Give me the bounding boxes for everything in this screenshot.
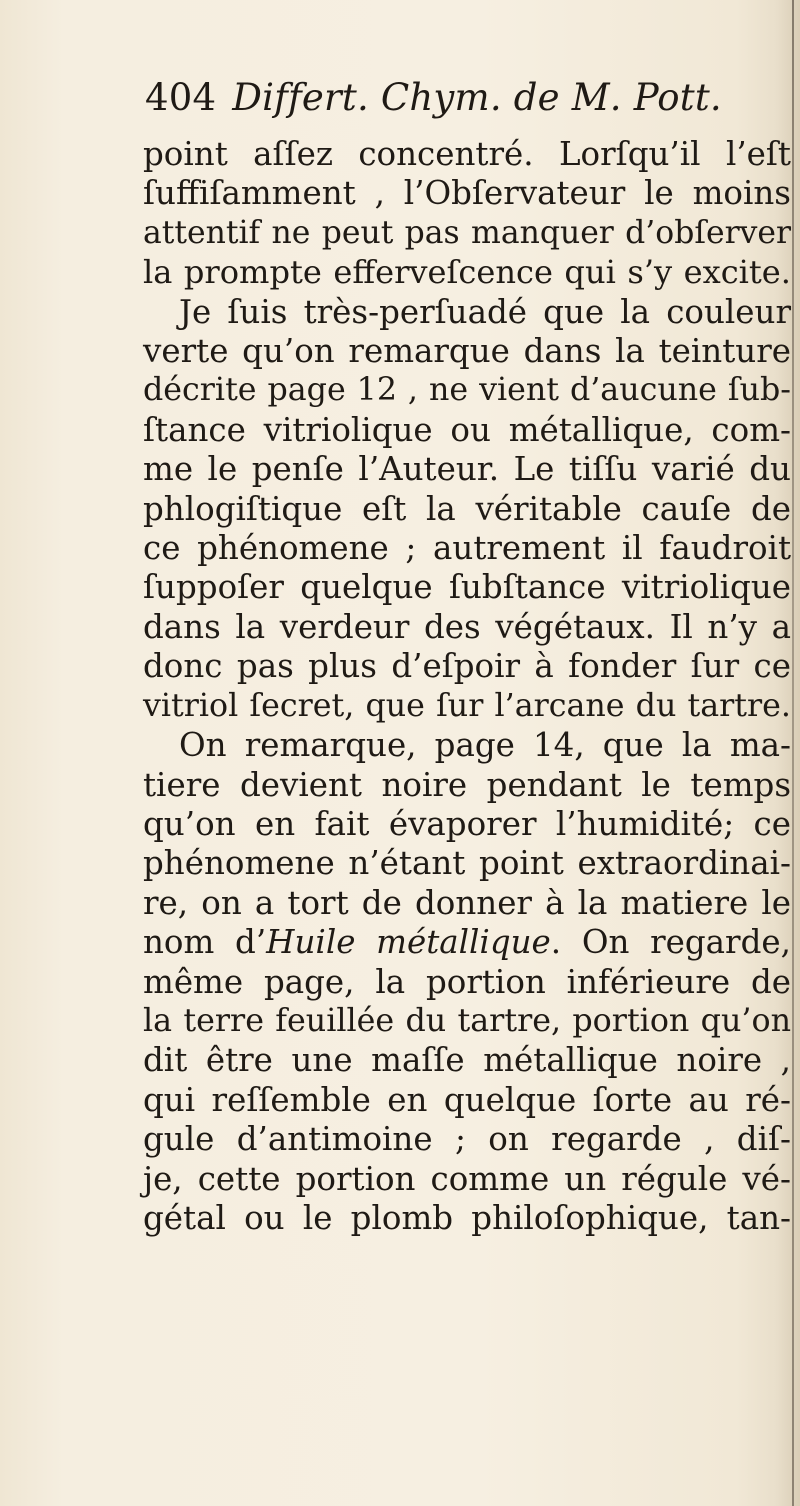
page-number: 404 bbox=[145, 76, 217, 119]
text-line-24: dit être une maſſe métallique noire , bbox=[143, 1041, 791, 1080]
text-line-27: je, cette portion comme un régule vé- bbox=[143, 1159, 791, 1198]
text-line-14: donc pas plus d’eſpoir à fonder ſur ce bbox=[143, 647, 791, 686]
text-line-5: Je ſuis très-perſuadé que la couleur bbox=[179, 292, 791, 331]
text-line-25: qui reſſemble en quelque ſorte au ré- bbox=[143, 1080, 791, 1119]
text-line-11: ce phénomene ; autrement il faudroit bbox=[143, 529, 791, 568]
text-line-18: qu’on en fait évaporer l’humidité; ce bbox=[143, 804, 791, 843]
text-line-26: gule d’antimoine ; on regarde , diſ- bbox=[143, 1120, 791, 1159]
text-line-21-end: . On regarde, bbox=[550, 923, 791, 962]
text-line-16: On remarque, page 14, que la ma- bbox=[179, 726, 791, 765]
text-line-3: attentif ne peut pas manquer d’obſerver bbox=[143, 214, 791, 251]
text-line-17: tiere devient noire pendant le temps bbox=[143, 765, 791, 804]
text-line-15: vitriol ſecret, que ſur l’arcane du tartre. bbox=[143, 687, 791, 724]
italic-term: Huile métallique bbox=[266, 923, 551, 962]
text-line-10: phlogiſtique eſt la véritable cauſe de bbox=[143, 489, 791, 528]
text-line-28: gétal ou le plomb philoſophique, tan- bbox=[143, 1198, 791, 1237]
text-line-7: décrite page 12 , ne vient d’aucune ſub- bbox=[143, 372, 791, 409]
body-text bbox=[143, 135, 791, 1238]
text-line-23: la terre feuillée du tartre, portion qu’on bbox=[143, 1002, 791, 1039]
text-line-4: la prompte efferveſcence qui s’y excite. bbox=[143, 253, 791, 292]
text-line-9: me le penſe l’Auteur. Le tiſſu varié du bbox=[143, 450, 791, 489]
text-line-20: re, on a tort de donner à la matiere le bbox=[143, 883, 791, 922]
text-line-8: ſtance vitriolique ou métallique, com- bbox=[143, 410, 791, 449]
text-line-2: ſuffiſamment , l’Obſervateur le moins bbox=[143, 174, 791, 213]
text-line-13: dans la verdeur des végétaux. Il n’y a bbox=[143, 607, 791, 646]
running-header bbox=[145, 76, 722, 119]
text-line-22: même page, la portion inférieure de bbox=[143, 962, 791, 1001]
text-line-21-start: nom d’ bbox=[143, 923, 267, 962]
text-line-12: ſuppoſer quelque ſubſtance vitriolique bbox=[143, 568, 791, 607]
text-line-1: point aſſez concentré. Lorſqu’il l’eſt bbox=[143, 135, 791, 173]
text-line-19: phénomene n’étant point extraordinai- bbox=[143, 844, 791, 883]
text-line-21 bbox=[143, 923, 791, 962]
text-line-6: verte qu’on remarque dans la teinture bbox=[143, 332, 791, 371]
page-edge-shadow bbox=[792, 0, 794, 1506]
running-title: Differt. Chym. de M. Pott. bbox=[232, 76, 722, 119]
